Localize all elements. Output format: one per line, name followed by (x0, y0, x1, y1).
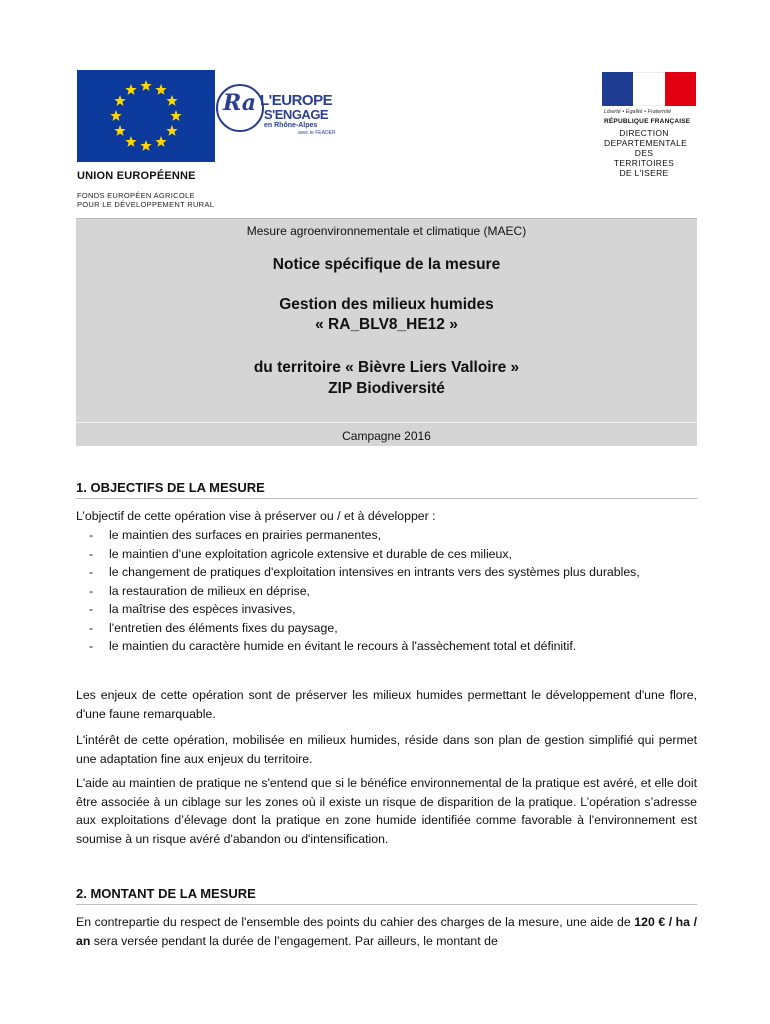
notice-title: Notice spécifique de la mesure (272, 256, 501, 273)
title-box (76, 218, 697, 446)
list-item: - le maintien d'une exploitation agricole extensive et durable de ces milieux, (76, 545, 697, 564)
paragraph-enjeux: Les enjeux de cette opération sont de préserver les milieux humides permettant le développement d'une flore, d'une faune remarquable. (76, 688, 697, 721)
marianne-flag-icon (602, 72, 696, 106)
objectifs-list (76, 526, 697, 656)
paragraph-montant: En contrepartie du respect de l'ensemble des points du cahier des charges de la mesure, une aide de 120 € / ha / an sera versée pendant la durée de l’engagement. Par ailleurs, le montant de (76, 915, 697, 948)
eu-star-icon (110, 110, 121, 121)
ra-monogram: Ra (223, 90, 257, 116)
eu-title: UNION EUROPÉENNE (77, 170, 196, 182)
prefecture-logo-block: Liberté • Égalité • Fraternité RÉPUBLIQUE FRANÇAISE DIRECTION DEPARTEMENTALE DES TERRITOIRES DE L'ISERE (598, 72, 698, 178)
eu-star-icon (166, 125, 177, 136)
ddt-name: DIRECTION DEPARTEMENTALE DES TERRITOIRES DE L'ISERE (604, 128, 688, 178)
campaign-year: Campagne 2016 (342, 429, 431, 443)
section-heading-montant: 2. MONTANT DE LA MESURE (76, 886, 697, 905)
list-item: - la restauration de milieux en déprise, (76, 582, 697, 601)
eu-star-icon (140, 140, 151, 151)
paragraph-interet: L'intérêt de cette opération, mobilisée en milieux humides, réside dans son plan de gestion simplifié qui permet une adaptation fine aux enjeux du territoire. (76, 733, 697, 766)
measure-name: Gestion des milieux humides « RA_BLV8_HE12 » (279, 296, 494, 333)
eu-star-icon (125, 136, 136, 147)
eu-flag-icon (77, 70, 215, 162)
list-item: - la maîtrise des espèces invasives, (76, 600, 697, 619)
territory-name: du territoire « Bièvre Liers Valloire » ZIP Biodiversité (253, 359, 520, 397)
list-item: - le maintien du caractère humide en évitant le recours à l'assèchement total et définitif. (76, 637, 697, 656)
eu-star-icon (114, 95, 125, 106)
eu-logo-block (77, 70, 217, 209)
eu-star-icon (140, 80, 151, 91)
list-item: - l'entretien des éléments fixes du paysage, (76, 619, 697, 638)
aid-amount: 120 € / ha / an (76, 915, 697, 948)
title-divider (76, 422, 697, 423)
paragraph-aide: L'aide au maintien de pratique ne s'entend que si le bénéfice environnemental de la pratique est avéré, et elle doit être associée à un ciblage sur les zones où il existe un risque de disparition de la pratique. L’opération s’adresse aux exploitations d’élevage dont la pratique en zone humide identifiée comme favorable à l'environnement est soumise à un risque avéré d'abandon ou d'intensification. (76, 776, 697, 847)
eu-star-icon (166, 95, 177, 106)
eu-star-icon (170, 110, 181, 121)
eu-star-icon (125, 84, 136, 95)
section-heading-objectifs: 1. OBJECTIFS DE LA MESURE (76, 480, 697, 499)
list-item: - le maintien des surfaces en prairies permanentes, (76, 526, 697, 545)
eu-star-icon (114, 125, 125, 136)
europe-sengage-logo: Ra L'EUROPE S'ENGAGE en Rhône-Alpes avec le FEADER (216, 82, 356, 142)
eu-subtitle: FONDS EUROPÉEN AGRICOLE POUR LE DÉVELOPPEMENT RURAL (77, 191, 215, 209)
eu-star-icon (155, 84, 166, 95)
eu-star-icon (155, 136, 166, 147)
list-item: - le changement de pratiques d'exploitation intensives en intrants vers des systèmes plus durables, (76, 563, 697, 582)
measure-type: Mesure agroenvironnementale et climatique (MAEC) (246, 224, 527, 238)
objectifs-intro: L’objectif de cette opération vise à préserver ou / et à développer : (76, 509, 436, 523)
